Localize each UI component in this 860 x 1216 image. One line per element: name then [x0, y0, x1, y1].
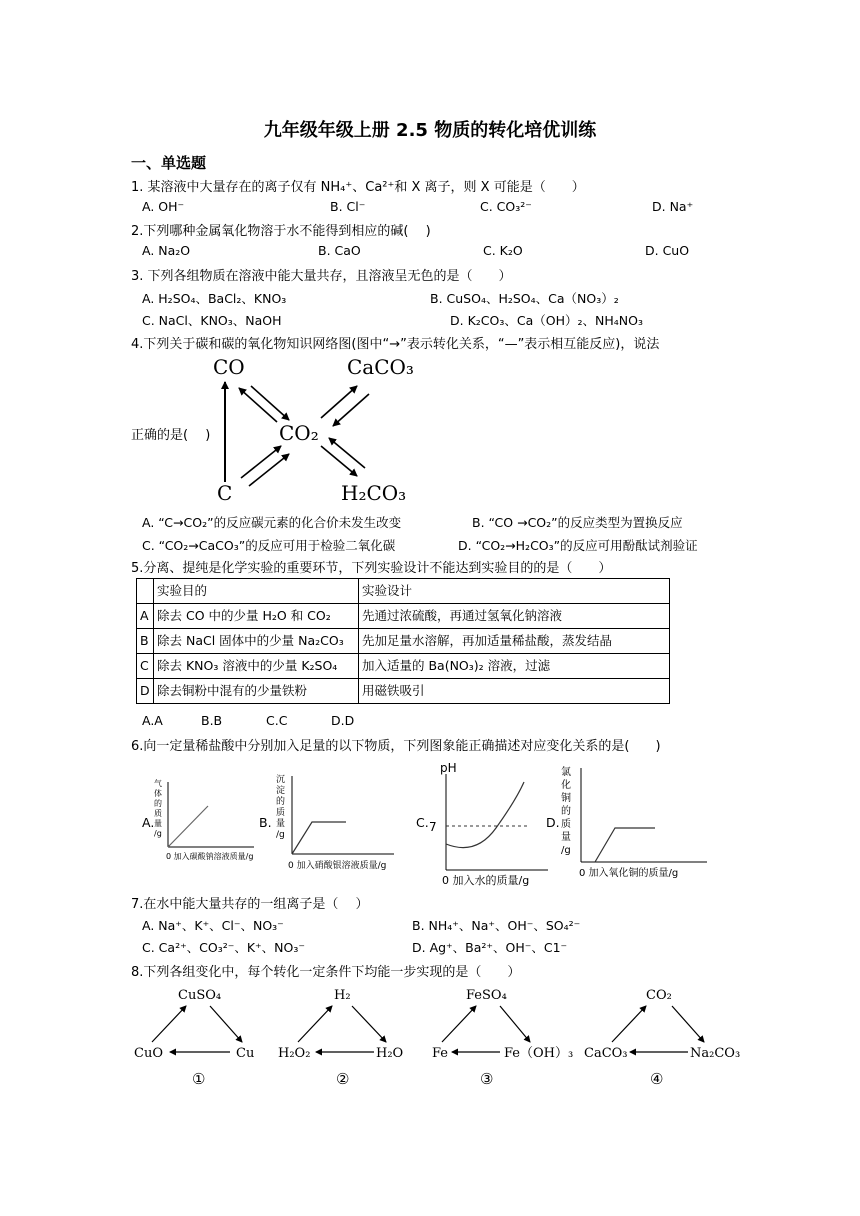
svg-text:体: 体	[154, 789, 162, 798]
svg-text:氯: 氯	[561, 767, 571, 778]
arrow-caco3-to-co2	[333, 394, 369, 426]
q7-stem: 7.在水中能大量共存的一组离子是（ ）	[131, 897, 369, 912]
q3-option-d: D. K₂CO₃、Ca（OH）₂、NH₄NO₃	[450, 313, 643, 328]
graph-b-line	[292, 822, 346, 854]
graph-d	[557, 764, 712, 882]
q4-option-a: A. “C→CO₂”的反应碳元素的化合价未发生改变	[142, 515, 402, 530]
q6-option-c: C.	[416, 815, 429, 830]
svg-text:Fe: Fe	[432, 1046, 449, 1061]
node-c: C	[217, 481, 233, 505]
node-h2co3: H₂CO₃	[341, 481, 407, 505]
svg-text:④: ④	[650, 1070, 664, 1088]
q5-option-d: D.D	[331, 713, 355, 728]
arrow-c-to-co2-2	[249, 454, 289, 486]
graph-c-xlabel: 0 加入水的质量/g	[442, 874, 530, 886]
table-row: B 除去 NaCl 固体中的少量 Na₂CO₃ 先加足量水溶解，再加适量稀盐酸，蒸发结晶	[137, 629, 670, 654]
triangle-diagram-3	[432, 988, 573, 1088]
svg-text:的: 的	[561, 806, 571, 817]
q3-option-b: B. CuSO₄、H₂SO₄、Ca（NO₃）₂	[430, 291, 619, 306]
graph-c-ylabel: pH	[440, 761, 457, 775]
carbon-network-diagram	[205, 352, 420, 507]
q5-option-c: C.C	[266, 713, 288, 728]
q4-option-b: B. “CO →CO₂”的反应类型为置换反应	[472, 515, 683, 530]
q1-option-c: C. CO₃²⁻	[480, 199, 532, 214]
triangle-diagram-2	[278, 988, 403, 1088]
q6-option-d: D.	[546, 815, 560, 830]
q1-option-a: A. OH⁻	[142, 199, 185, 214]
svg-text:的: 的	[154, 799, 162, 808]
svg-text:CaCO₃: CaCO₃	[584, 1046, 628, 1061]
svg-text:Fe（OH）₃: Fe（OH）₃	[504, 1046, 574, 1061]
svg-text:沉: 沉	[276, 775, 286, 785]
node-co2: CO₂	[279, 421, 319, 445]
node-co: CO	[213, 355, 245, 379]
q1-stem: 1. 某溶液中大量存在的离子仅有 NH₄⁺、Ca²⁺和 X 离子，则 X 可能是（ ）	[131, 180, 585, 195]
q7-option-a: A. Na⁺、K⁺、Cl⁻、NO₃⁻	[142, 918, 284, 933]
q7-option-d: D. Ag⁺、Ba²⁺、OH⁻、C1⁻	[412, 940, 568, 955]
graph-b-xlabel: 0 加入硝酸银溶液质量/g	[288, 861, 387, 871]
experiment-table	[136, 578, 670, 704]
svg-text:量: 量	[154, 819, 162, 828]
table-row: C 除去 KNO₃ 溶液中的少量 K₂SO₄ 加入适量的 Ba(NO₃)₂ 溶液，过滤	[137, 654, 670, 679]
svg-text:/g: /g	[154, 829, 162, 838]
q4-option-c: C. “CO₂→CaCO₃”的反应可用于检验二氧化碳	[142, 538, 396, 553]
q5-option-b: B.B	[201, 713, 223, 728]
q2-option-a: A. Na₂O	[142, 243, 191, 258]
q1-option-b: B. Cl⁻	[330, 199, 366, 214]
graph-b	[272, 772, 402, 872]
svg-text:的: 的	[276, 797, 286, 807]
svg-text:气: 气	[154, 779, 162, 788]
triangle-diagram-4	[584, 988, 740, 1088]
arrow-c-to-co2-1	[241, 446, 281, 478]
section-heading: 一、单选题	[131, 154, 207, 172]
q4-option-d: D. “CO₂→H₂CO₃”的反应可用酚酞试剂验证	[458, 538, 698, 553]
svg-text:质: 质	[276, 808, 286, 818]
table-header-row	[137, 579, 670, 604]
arrow-h2co3-to-co2	[329, 438, 365, 468]
svg-text:质: 质	[561, 819, 571, 830]
svg-text:②: ②	[336, 1070, 350, 1088]
svg-text:淀: 淀	[276, 786, 286, 796]
svg-text:化: 化	[561, 780, 571, 791]
graph-a-xlabel: 0 加入碳酸钠溶液质量/g	[166, 852, 254, 861]
page-title: 九年级年级上册 2.5 物质的转化培优训练	[263, 120, 597, 141]
q4-stem-continued: 正确的是( )	[131, 428, 211, 443]
q5-stem: 5.分离、提纯是化学实验的重要环节，下列实验设计不能达到实验目的的是（ ）	[131, 561, 612, 576]
q3-option-c: C. NaCl、KNO₃、NaOH	[142, 313, 282, 328]
svg-text:质: 质	[154, 809, 162, 818]
graph-c	[428, 760, 553, 886]
svg-text:Cu: Cu	[236, 1046, 255, 1061]
svg-text:CO₂: CO₂	[646, 988, 672, 1003]
graph-d-xlabel: 0 加入氧化铜的质量/g	[579, 868, 679, 879]
svg-text:H₂: H₂	[334, 988, 351, 1003]
svg-text:CuO: CuO	[134, 1046, 163, 1061]
graph-c-curve	[446, 782, 524, 848]
q1-option-d: D. Na⁺	[652, 199, 694, 214]
svg-text:CuSO₄: CuSO₄	[178, 988, 222, 1003]
header-purpose: 实验目的	[154, 579, 359, 604]
table-row: A 除去 CO 中的少量 H₂O 和 CO₂ 先通过浓硫酸，再通过氢氧化钠溶液	[137, 604, 670, 629]
q2-option-c: C. K₂O	[483, 243, 523, 258]
svg-text:H₂O: H₂O	[376, 1046, 404, 1061]
q7-option-b: B. NH₄⁺、Na⁺、OH⁻、SO₄²⁻	[412, 918, 581, 933]
table-row: D 除去铜粉中混有的少量铁粉 用磁铁吸引	[137, 679, 670, 704]
q3-stem: 3. 下列各组物质在溶液中能大量共存，且溶液呈无色的是（ ）	[131, 269, 512, 284]
q8-stem: 8.下列各组变化中，每个转化一定条件下均能一步实现的是（ ）	[131, 965, 521, 980]
node-caco3: CaCO₃	[347, 355, 414, 379]
graph-a	[152, 776, 262, 864]
svg-text:Na₂CO₃: Na₂CO₃	[690, 1046, 741, 1061]
q2-option-d: D. CuO	[645, 243, 690, 258]
q7-option-c: C. Ca²⁺、CO₃²⁻、K⁺、NO₃⁻	[142, 940, 305, 955]
svg-text:③: ③	[480, 1070, 494, 1088]
q3-option-a: A. H₂SO₄、BaCl₂、KNO₃	[142, 291, 287, 306]
arrow-co2-to-caco3	[321, 386, 357, 418]
svg-text:①: ①	[192, 1070, 206, 1088]
q2-stem: 2.下列哪种金属氧化物溶于水不能得到相应的碱( )	[131, 224, 431, 239]
conversion-diagrams	[130, 984, 750, 1090]
svg-text:量: 量	[561, 832, 571, 843]
graph-c-seven: 7	[429, 820, 437, 834]
arrow-co2-to-h2co3	[321, 446, 357, 476]
svg-text:铜: 铜	[561, 793, 571, 804]
q5-option-a: A.A	[142, 713, 163, 728]
svg-text:量: 量	[276, 819, 286, 829]
q2-option-b: B. CaO	[318, 243, 361, 258]
svg-text:H₂O₂: H₂O₂	[278, 1046, 311, 1061]
q4-stem: 4.下列关于碳和碳的氧化物知识网络图(图中“→”表示转化关系，“—”表示相互能反应)，说法	[131, 337, 660, 352]
svg-text:FeSO₄: FeSO₄	[466, 988, 507, 1003]
graph-d-line	[595, 828, 655, 862]
q6-option-a: A.	[142, 815, 155, 830]
q6-option-b: B.	[259, 815, 272, 830]
q6-stem: 6.向一定量稀盐酸中分别加入足量的以下物质，下列图象能正确描述对应变化关系的是( )	[131, 739, 661, 754]
header-design: 实验设计	[359, 579, 670, 604]
svg-text:/g: /g	[276, 830, 285, 840]
graph-a-line	[168, 806, 208, 847]
svg-text:/g: /g	[561, 845, 571, 856]
triangle-diagram-1	[134, 988, 254, 1088]
